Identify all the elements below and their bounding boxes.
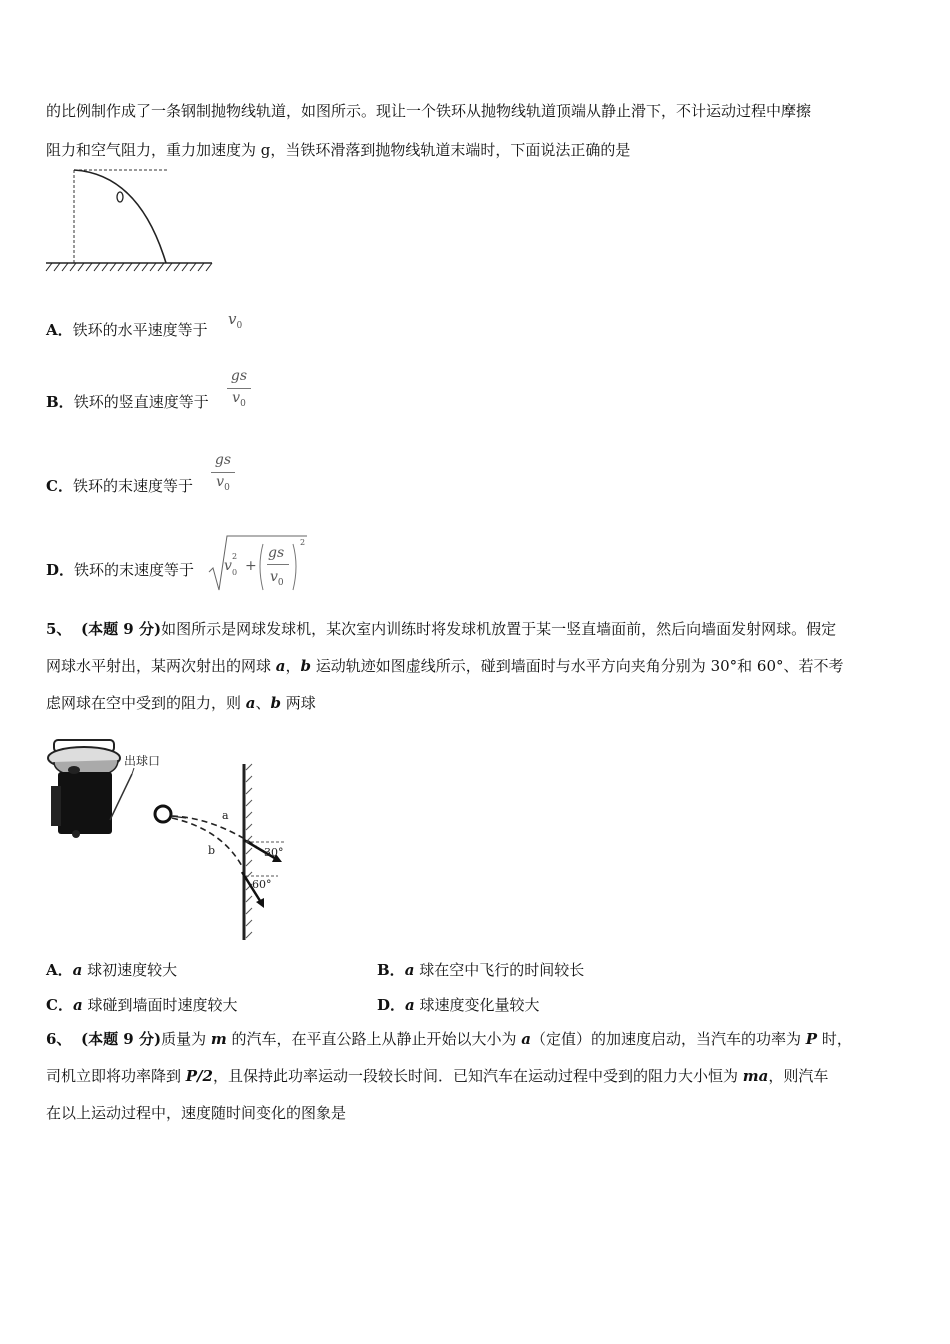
q5-line-2: 网球水平射出，某两次射出的网球 a，b 运动轨迹如图虚线所示，碰到墙面时与水平方向夹角分别为 30°和 60°、若不考 bbox=[46, 657, 844, 675]
option-a bbox=[46, 320, 208, 340]
q5-option-c: C．a 球碰到墙面时速度较大 bbox=[46, 996, 238, 1014]
option-b-label: B． bbox=[46, 393, 74, 411]
trajectory-label-a: a bbox=[222, 809, 229, 822]
option-b-text: 铁环的竖直速度等于 bbox=[73, 393, 209, 411]
option-d bbox=[46, 560, 194, 580]
option-a-text: 铁环的水平速度等于 bbox=[72, 321, 208, 339]
option-d-formula: v 2 0 + gs $v_0$ 2 bbox=[207, 532, 312, 596]
angle-60-label: 60° bbox=[252, 878, 272, 891]
angle-30-label: 30° bbox=[264, 846, 284, 859]
q6-number: 6、 bbox=[46, 1030, 72, 1048]
intro-line-1: 的比例制作成了一条钢制抛物线轨道，如图所示。现让一个铁环从抛物线轨道顶端从静止滑下，不计运动过程中摩擦 bbox=[46, 102, 812, 120]
option-c-fraction: gs $v_0$ bbox=[211, 452, 235, 502]
option-a-label: A． bbox=[46, 321, 73, 339]
option-b-fraction: gs $v_0$ bbox=[227, 368, 251, 418]
tennis-ball-icon bbox=[155, 806, 171, 822]
outlet-label: 出球口 bbox=[124, 754, 161, 768]
option-c-label: C． bbox=[46, 477, 73, 495]
trajectory-label-b: b bbox=[208, 844, 216, 857]
q6-line-3: 在以上运动过程中，速度随时间变化的图象是 bbox=[46, 1104, 347, 1122]
intro-line-2: 阻力和空气阻力，重力加速度为 g，当铁环滑落到抛物线轨道末端时，下面说法正确的是 bbox=[46, 141, 631, 159]
iron-ring-icon bbox=[117, 192, 123, 202]
q6-line-2: 司机立即将功率降到 P/2，且保持此功率运动一段较长时间．已知汽车在运动过程中受到的阻力大小恒为 ma，则汽车 bbox=[46, 1067, 829, 1085]
ball-machine-icon bbox=[48, 740, 120, 838]
option-d-label: D． bbox=[46, 561, 75, 579]
q5-points: (本题 9 分) bbox=[80, 620, 162, 638]
option-a-formula: $v_0$ bbox=[228, 310, 243, 331]
option-b bbox=[46, 392, 209, 412]
option-d-text: 铁环的末速度等于 bbox=[74, 561, 195, 579]
option-c-text: 铁环的末速度等于 bbox=[72, 477, 193, 495]
q5-line-3: 虑网球在空中受到的阻力，则 a、b 两球 bbox=[46, 694, 316, 712]
q5-number: 5、 bbox=[46, 620, 72, 638]
q5-line-1: 5、 (本题 9 分)如图所示是网球发球机，某次室内训练时将发球机放置于某一竖直墙面前，然后向墙面发射网球。假定 bbox=[46, 620, 837, 638]
q6-points: (本题 9 分) bbox=[80, 1030, 162, 1048]
tennis-machine-figure bbox=[46, 730, 306, 945]
q5-option-a: A．a 球初速度较大 bbox=[46, 961, 178, 979]
q6-line-1: 6、 (本题 9 分)质量为 m 的汽车，在平直公路上从静止开始以大小为 a（定值）的加速度启动，当汽车的功率为 P 时， bbox=[46, 1030, 852, 1048]
option-c bbox=[46, 476, 193, 496]
q5-option-b: B．a 球在空中飞行的时间较长 bbox=[377, 961, 585, 979]
parabola-track-figure bbox=[44, 166, 214, 274]
q5-option-d: D．a 球速度变化量较大 bbox=[377, 996, 540, 1014]
